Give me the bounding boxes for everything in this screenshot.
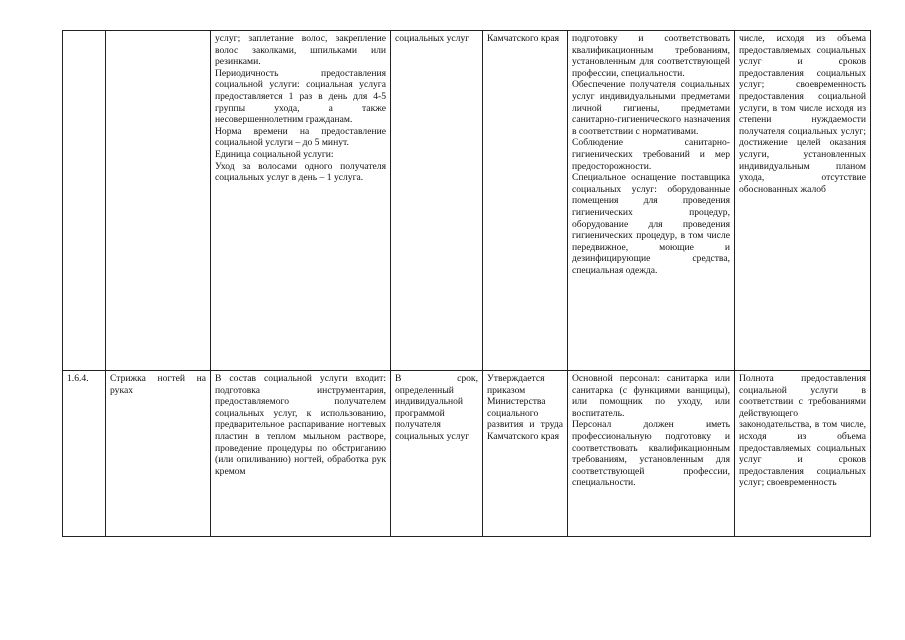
service-indicators-cell: [735, 371, 871, 537]
paragraph: Специальное оснащение поставщика социальных услуг: оборудованные помещения для проведения гигиенических процедур, оборудование для проведения гигиенических процедур, в том числе передвижное, моющие и дезинфицирующие средства, специальная одежда.: [572, 172, 730, 276]
service-tariff-cell: [483, 31, 568, 371]
paragraph: Единица социальной услуги:: [215, 148, 334, 160]
service-indicators-cell: [735, 31, 871, 371]
service-number-cell: 1.6.4.: [63, 371, 106, 537]
service-name-cell: [106, 31, 211, 371]
service-term-cell: [391, 31, 483, 371]
service-name-cell: [106, 371, 211, 537]
paragraph: числе, исходя из объема предоставляемых социальных услуг и сроков предоставления социальных услуг; своевременность предоставления социальной услуги, в том числе исходя из степени нуждаемости получателя социальных услуг; достижение целей оказания услуги, установленных индивидуальным планом ухода, отсутствие обоснованных жалоб: [739, 33, 866, 195]
table-row: [63, 371, 871, 537]
paragraph: Обеспечение получателя социальных услуг индивидуальными предметами личной гигиены, предметами санитарно-гигиенического назначения в соответствии с нормативами.: [572, 79, 730, 137]
paragraph: подготовку и соответствовать квалификационным требованиям, установленным для соответствующей профессии, специальности.: [572, 33, 730, 79]
services-table: [62, 30, 871, 537]
paragraph: социальных услуг: [395, 33, 470, 44]
paragraph: В срок, определенный индивидуальной программой получателя социальных услуг: [395, 373, 478, 442]
paragraph: В состав социальной услуги входит: подготовка инструментария, предоставляемого получателем социальных услуг, к использованию, предварительное распаривание ногтевых пластин в теплом мыльном растворе, проведение процедуры по обстриганию (или опиливанию) ногтей, обработка рук кремом: [215, 373, 386, 477]
service-term-cell: [391, 371, 483, 537]
paragraph: Камчатского края: [487, 33, 559, 44]
service-tariff-cell: [483, 371, 568, 537]
paragraph: Соблюдение санитарно-гигиенических требований и мер предосторожности.: [572, 137, 730, 172]
paragraph: услуг; заплетание волос, закрепление волос заколками, шпильками или резинками.: [215, 33, 386, 68]
paragraph: Основной персонал: санитарка или санитарка (с функциями ванщицы), или помощник по уходу, или воспитатель.: [572, 373, 730, 419]
paragraph: Норма времени на предоставление социальной услуги – до 5 минут.: [215, 125, 386, 149]
paragraph: Полнота предоставления социальной услуги в соответствии с требованиями действующего законодательства, в том числе, исходя из объема предоставляемых социальных услуг и сроков предоставления социальных услуг; своевременность: [739, 373, 866, 489]
paragraph: Периодичность предоставления социальной услуги: социальная услуга предоставляется 1 раз в день для 4-5 группы ухода, а также несовершеннолетним гражданам.: [215, 67, 386, 126]
service-conditions-cell: [568, 31, 735, 371]
service-number-cell: [63, 31, 106, 371]
paragraph: Уход за волосами одного получателя социальных услуг в день – 1 услуга.: [215, 160, 386, 184]
table-row: [63, 31, 871, 371]
service-content-cell: [211, 31, 391, 371]
service-conditions-cell: [568, 371, 735, 537]
paragraph: Стрижка ногтей на руках: [110, 373, 206, 396]
paragraph: Персонал должен иметь профессиональную подготовку и соответствовать квалификационным требованиям, установленным для соответствующей профессии, специальности.: [572, 419, 730, 489]
paragraph: Утверждается приказом Министерства социального развития и труда Камчатского края: [487, 373, 563, 442]
service-content-cell: [211, 371, 391, 537]
